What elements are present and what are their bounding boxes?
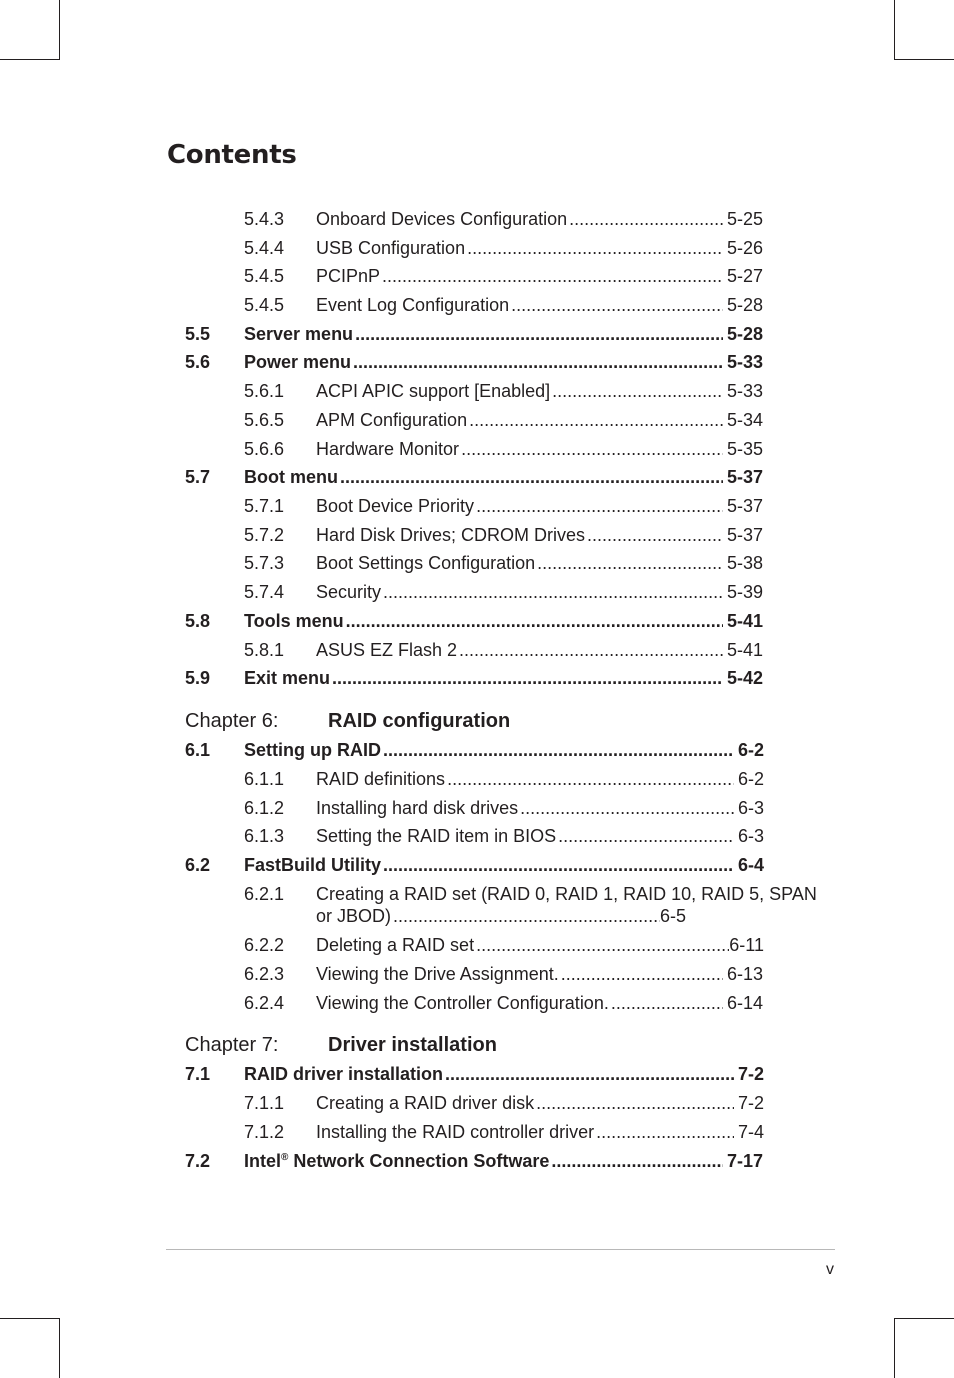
toc-page: 5-26	[726, 238, 763, 258]
dot-leader	[391, 905, 660, 927]
toc-label: Setting the RAID item in BIOS	[316, 826, 557, 846]
toc-page: 5-41	[726, 611, 763, 631]
toc-label-brand: Intel	[244, 1151, 282, 1171]
toc-entry[interactable]	[0, 991, 954, 1015]
toc-number: 5.6	[185, 352, 211, 372]
toc-number: 6.2	[185, 855, 211, 875]
toc-number: 6.2.2	[244, 935, 285, 955]
toc-entry[interactable]	[0, 264, 954, 288]
toc-label: Exit menu	[244, 668, 331, 688]
dot-leader	[474, 933, 729, 957]
toc-label: Viewing the Controller Configuration.	[316, 993, 609, 1013]
toc-entry[interactable]	[0, 494, 954, 518]
toc-page: 5-25	[726, 209, 763, 229]
toc-label: USB Configuration	[316, 238, 466, 258]
toc-label: Installing hard disk drives	[316, 798, 519, 818]
toc-page: 6-3	[737, 826, 764, 846]
toc-label-continued: or JBOD)	[316, 906, 392, 926]
toc-number: 5.7.1	[244, 496, 285, 516]
dot-leader	[459, 437, 723, 461]
dot-leader	[467, 408, 723, 432]
toc-label: RAID definitions	[316, 769, 446, 789]
dot-leader	[381, 738, 734, 762]
toc-section-entry[interactable]	[0, 350, 954, 374]
footer-rule	[166, 1249, 835, 1250]
toc-label: Server menu	[244, 324, 354, 344]
toc-page: 5-37	[726, 496, 763, 516]
toc-entry[interactable]	[0, 207, 954, 231]
toc-page: 7-17	[726, 1151, 763, 1171]
toc-number: 6.2.1	[244, 884, 285, 904]
toc-label: APM Configuration	[316, 410, 468, 430]
chapter-label: Chapter 6:	[185, 710, 279, 732]
toc-label: Tools menu	[244, 611, 344, 631]
toc-label: Creating a RAID driver disk	[316, 1093, 535, 1113]
toc-label: Setting up RAID	[244, 740, 381, 760]
dot-leader	[381, 580, 723, 604]
toc-entry[interactable]	[0, 1091, 954, 1115]
crop-mark	[0, 1318, 60, 1319]
toc-label: ASUS EZ Flash 2	[316, 640, 458, 660]
dot-leader	[465, 236, 723, 260]
dot-leader	[445, 767, 734, 791]
toc-number: 5.8.1	[244, 640, 285, 660]
toc-label	[244, 1149, 549, 1173]
toc-number: 5.5	[185, 324, 211, 344]
dot-leader	[585, 523, 723, 547]
toc-page: 5-42	[726, 668, 763, 688]
toc-page: 5-37	[726, 525, 763, 545]
toc-page: 6-2	[737, 740, 764, 760]
dot-leader	[567, 207, 723, 231]
dot-leader	[549, 1149, 723, 1173]
toc-entry[interactable]	[0, 551, 954, 575]
toc-entry[interactable]	[0, 293, 954, 317]
toc-number: 5.4.3	[244, 209, 285, 229]
toc-label: Power menu	[244, 352, 352, 372]
toc-number: 5.7.2	[244, 525, 285, 545]
toc-entry[interactable]	[0, 1120, 954, 1144]
crop-mark	[894, 59, 954, 60]
dot-leader	[344, 609, 723, 633]
toc-page: 6-11	[729, 935, 764, 955]
dot-leader	[353, 322, 723, 346]
toc-section-entry[interactable]	[0, 322, 954, 346]
toc-entry[interactable]	[0, 523, 954, 547]
crop-mark	[0, 59, 60, 60]
toc-entry[interactable]	[0, 962, 954, 986]
toc-page: 5-38	[726, 553, 763, 573]
toc-entry-wrapped[interactable]	[0, 883, 954, 929]
dot-leader	[594, 1120, 734, 1144]
toc-page: 7-2	[737, 1093, 764, 1113]
toc-number: 6.1.1	[244, 769, 285, 789]
toc-number: 6.2.4	[244, 993, 285, 1013]
page-title: Contents	[167, 140, 297, 170]
toc-page: 5-28	[726, 324, 763, 344]
toc-page: 5-34	[726, 410, 763, 430]
toc-number: 5.7	[185, 467, 211, 487]
toc-number: 7.2	[185, 1151, 211, 1171]
toc-label: Creating a RAID set (RAID 0, RAID 1, RAID 10, RAID 5, SPAN	[316, 884, 817, 904]
toc-number: 5.6.6	[244, 439, 285, 459]
dot-leader	[609, 991, 723, 1015]
toc-number: 7.1.1	[244, 1093, 285, 1113]
toc-label: Hardware Monitor	[316, 439, 460, 459]
toc-entry[interactable]	[0, 796, 954, 820]
toc-number: 6.1.2	[244, 798, 285, 818]
toc-section-entry[interactable]	[0, 738, 954, 762]
toc-entry[interactable]	[0, 767, 954, 791]
dot-leader	[443, 1062, 734, 1086]
dot-leader	[535, 551, 723, 575]
toc-section-entry[interactable]	[0, 853, 954, 877]
crop-mark	[894, 1318, 895, 1378]
toc-entry[interactable]	[0, 824, 954, 848]
dot-leader	[534, 1091, 734, 1115]
toc-label: Viewing the Drive Assignment.	[316, 964, 559, 984]
toc-section-entry[interactable]	[0, 1062, 954, 1086]
toc-page: 7-4	[737, 1122, 764, 1142]
toc-page: 6-13	[726, 964, 763, 984]
dot-leader	[556, 824, 734, 848]
toc-label: RAID driver installation	[244, 1064, 444, 1084]
toc-number: 5.7.3	[244, 553, 285, 573]
toc-label: Deleting a RAID set	[316, 935, 475, 955]
page-number: v	[826, 1261, 834, 1278]
toc-page: 5-33	[726, 352, 763, 372]
toc-number: 5.9	[185, 668, 211, 688]
dot-leader	[351, 350, 723, 374]
toc-page: 5-33	[726, 381, 763, 401]
dot-leader	[338, 465, 723, 489]
toc-label: Security	[316, 582, 382, 602]
crop-mark	[894, 0, 895, 60]
toc-page: 5-27	[726, 266, 763, 286]
chapter-title: RAID configuration	[328, 710, 511, 732]
crop-mark	[59, 0, 60, 60]
toc-page: 6-3	[737, 798, 764, 818]
toc-entry[interactable]	[0, 638, 954, 662]
dot-leader	[559, 962, 723, 986]
toc-number: 5.4.5	[244, 295, 285, 315]
dot-leader	[330, 666, 723, 690]
chapter-title: Driver installation	[328, 1034, 497, 1056]
chapter-heading	[185, 708, 885, 734]
toc-label: FastBuild Utility	[244, 855, 382, 875]
toc-entry[interactable]	[0, 379, 954, 403]
toc-number: 7.1	[185, 1064, 211, 1084]
toc-label: Installing the RAID controller driver	[316, 1122, 595, 1142]
toc-entry[interactable]	[0, 236, 954, 260]
dot-leader	[550, 379, 723, 403]
toc-entry[interactable]	[0, 580, 954, 604]
toc-section-entry[interactable]	[0, 1149, 954, 1173]
toc-number: 5.6.1	[244, 381, 285, 401]
dot-leader	[509, 293, 723, 317]
toc-label: Boot Settings Configuration	[316, 553, 536, 573]
toc-page: 7-2	[737, 1064, 764, 1084]
toc-page: 6-2	[737, 769, 764, 789]
toc-label: Hard Disk Drives; CDROM Drives	[316, 525, 586, 545]
toc-page: 5-35	[726, 439, 763, 459]
toc-number: 6.1	[185, 740, 211, 760]
toc-label: ACPI APIC support [Enabled]	[316, 381, 551, 401]
toc-label: PCIPnP	[316, 266, 381, 286]
toc-entry[interactable]	[0, 437, 954, 461]
dot-leader	[380, 264, 723, 288]
toc-page: 5-41	[726, 640, 763, 660]
toc-label: Event Log Configuration	[316, 295, 510, 315]
toc-number: 5.7.4	[244, 582, 285, 602]
toc-page: 6-4	[737, 855, 764, 875]
toc-label-rest: Network Connection Software	[288, 1151, 550, 1171]
toc-section-entry[interactable]	[0, 666, 954, 690]
toc-page: 6-14	[726, 993, 763, 1013]
dot-leader	[381, 853, 734, 877]
toc-section-entry[interactable]	[0, 465, 954, 489]
toc-label: Boot menu	[244, 467, 338, 487]
registered-mark: ®	[281, 1152, 289, 1163]
toc-label: Onboard Devices Configuration	[316, 209, 568, 229]
toc-entry[interactable]	[0, 933, 954, 957]
crop-mark	[59, 1318, 60, 1378]
crop-mark	[894, 1318, 954, 1319]
toc-label: Boot Device Priority	[316, 496, 475, 516]
toc-number: 5.6.5	[244, 410, 285, 430]
chapter-heading	[185, 1032, 885, 1058]
toc-page: 5-28	[726, 295, 763, 315]
chapter-label: Chapter 7:	[185, 1034, 279, 1056]
dot-leader	[518, 796, 734, 820]
toc-number: 6.1.3	[244, 826, 285, 846]
toc-number: 7.1.2	[244, 1122, 285, 1142]
toc-number: 5.4.5	[244, 266, 285, 286]
toc-page: 5-39	[726, 582, 763, 602]
toc-number: 5.4.4	[244, 238, 285, 258]
toc-page: 6-5	[659, 906, 686, 926]
dot-leader	[474, 494, 723, 518]
toc-number: 5.8	[185, 611, 211, 631]
dot-leader	[457, 638, 723, 662]
toc-section-entry[interactable]	[0, 609, 954, 633]
toc-entry[interactable]	[0, 408, 954, 432]
toc-page: 5-37	[726, 467, 763, 487]
toc-number: 6.2.3	[244, 964, 285, 984]
